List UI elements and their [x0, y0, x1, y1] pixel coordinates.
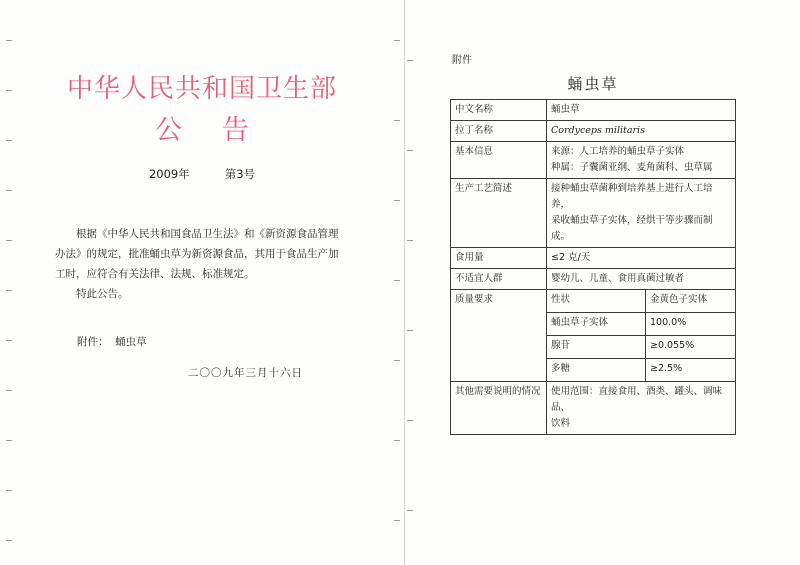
margin-mark: [394, 520, 400, 521]
row-value: 婴幼儿、儿童、食用真菌过敏者: [547, 269, 736, 290]
spec-table: [450, 99, 736, 435]
margin-mark: [407, 60, 413, 61]
margin-mark: [6, 440, 12, 441]
notice-closing: 特此公告。: [76, 288, 129, 300]
margin-mark: [6, 90, 12, 91]
row-key: 中文名称: [451, 100, 547, 121]
notice-heading: 公告: [155, 115, 289, 146]
margin-mark: [407, 420, 413, 421]
margin-mark: [6, 340, 12, 341]
row-key: 生产工艺简述: [451, 179, 547, 248]
row-key: 质量要求: [451, 290, 547, 382]
quality-value: 100.0%: [646, 313, 736, 336]
row-key: 其他需要说明的情况: [451, 382, 547, 435]
quality-item: 腺苷: [547, 336, 646, 359]
quality-value: ≥0.055%: [646, 336, 736, 359]
row-key: 不适宜人群: [451, 269, 547, 290]
table-row: [451, 100, 736, 121]
row-value: [547, 382, 736, 435]
value-line: 采收蛹虫草子实体，经烘干等步骤而制成。: [551, 215, 713, 242]
table-row: [451, 121, 736, 142]
margin-mark: [407, 240, 413, 241]
row-key: 拉丁名称: [451, 121, 547, 142]
margin-mark: [394, 40, 400, 41]
table-row: [451, 290, 736, 382]
margin-mark: [6, 540, 12, 541]
row-value: ≤2 克/天: [547, 248, 736, 269]
quality-subtable: [547, 290, 735, 381]
margin-mark: [394, 360, 400, 361]
margin-mark: [394, 280, 400, 281]
row-key: 基本信息: [451, 142, 547, 179]
margin-mark: [6, 140, 12, 141]
table-row: [451, 142, 736, 179]
value-line: 使用范围：直接食用、酒类、罐头、调味品、: [551, 386, 723, 413]
quality-row: [547, 336, 735, 359]
table-row: [451, 248, 736, 269]
notice-paragraph: 根据《中华人民共和国食品卫生法》和《新资源食品管理办法》的规定，批准蛹虫草为新资源食品，其用于食品生产加工时，应符合有关法律、法规、标准规定。: [55, 228, 339, 280]
margin-mark: [407, 330, 413, 331]
margin-mark: [6, 40, 12, 41]
issuer-title: 中华人民共和国卫生部: [66, 74, 337, 104]
margin-mark: [407, 150, 413, 151]
quality-value: 金黄色子实体: [646, 290, 736, 313]
quality-item: 性状: [547, 290, 646, 313]
margin-mark: [394, 200, 400, 201]
row-key: 食用量: [451, 248, 547, 269]
value-line: 接种蛹虫草菌种到培养基上进行人工培养，: [551, 183, 713, 210]
document-number: 2009年 第3号: [148, 167, 256, 181]
margin-mark: [6, 240, 12, 241]
margin-mark: [6, 390, 12, 391]
margin-mark: [6, 290, 12, 291]
attachment-line: 附件： 蛹虫草: [77, 336, 147, 348]
annex-label: 附件: [452, 55, 472, 66]
margin-mark: [407, 510, 413, 511]
quality-item: 多糖: [547, 359, 646, 382]
annex-title: 蛹虫草: [567, 75, 619, 93]
value-line: 来源：人工培养的蛹虫草子实体: [551, 146, 685, 157]
quality-item: 蛹虫草子实体: [547, 313, 646, 336]
margin-mark: [6, 190, 12, 191]
quality-row: [547, 290, 735, 313]
quality-row: [547, 313, 735, 336]
notice-date: 二〇〇九年三月十六日: [188, 367, 303, 379]
quality-row: [547, 359, 735, 382]
row-value: 蛹虫草: [547, 100, 736, 121]
row-value: Cordyceps militaris: [547, 121, 736, 142]
value-line: 饮料: [551, 418, 571, 429]
table-row: [451, 269, 736, 290]
table-row: [451, 382, 736, 435]
row-value: [547, 179, 736, 248]
table-row: [451, 179, 736, 248]
quality-value: ≥2.5%: [650, 363, 683, 374]
row-value: [547, 142, 736, 179]
margin-mark: [6, 490, 12, 491]
quality-subtable-cell: [547, 290, 736, 382]
margin-mark: [394, 120, 400, 121]
notice-body: [55, 224, 345, 304]
margin-mark: [394, 440, 400, 441]
value-line: 种属：子囊菌亚纲、麦角菌科、虫草属: [551, 162, 713, 173]
